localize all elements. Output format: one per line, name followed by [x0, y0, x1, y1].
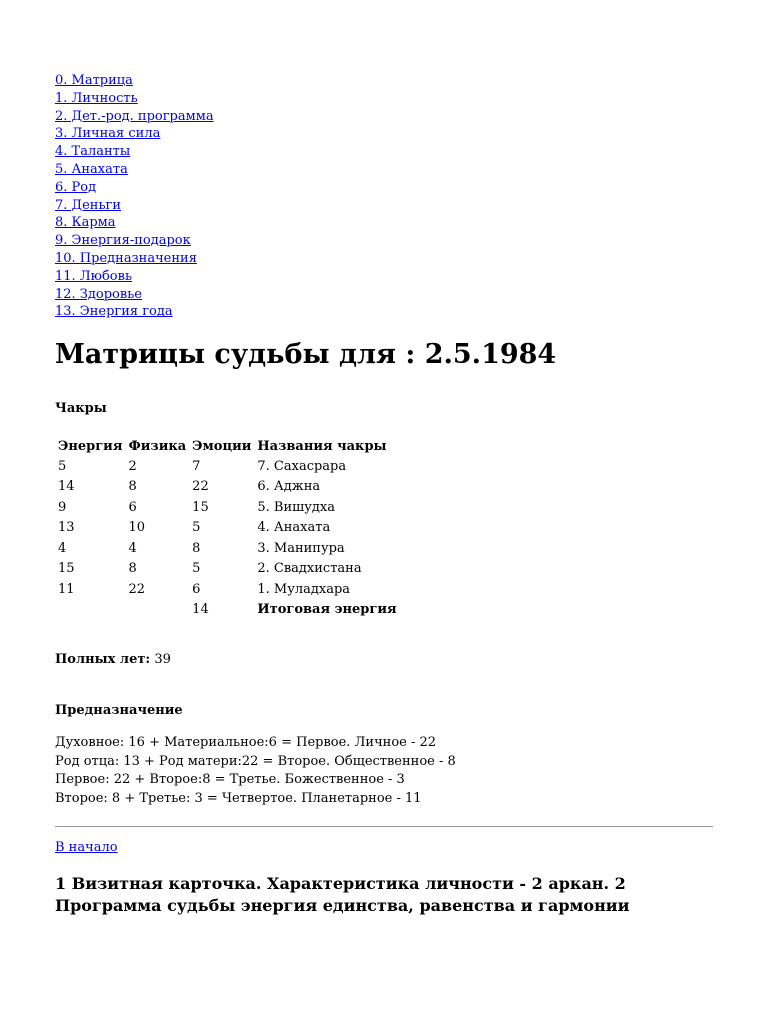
cell-emotions: 5 [192, 561, 201, 577]
cell-emotions: 22 [192, 479, 209, 495]
header-chakra-name: Названия чакры [257, 438, 387, 454]
cell-physics: 10 [128, 520, 145, 536]
purpose-line: Род отца: 13 + Род матери:22 = Второе. Общественное - 8 [55, 753, 456, 769]
header-physics: Физика [128, 438, 187, 454]
header-energy: Энергия [58, 438, 123, 454]
table-row [55, 456, 400, 477]
toc-link-anahata[interactable]: 5. Анахата [55, 161, 128, 177]
total-energy-value: 14 [192, 602, 209, 618]
chakras-label: Чакры [55, 401, 107, 417]
cell-empty [125, 600, 189, 621]
header-emotions: Эмоции [192, 438, 252, 454]
cell-chakra-name: 6. Аджна [257, 479, 321, 495]
cell-energy: 9 [58, 499, 67, 515]
cell-physics: 8 [128, 479, 137, 495]
cell-emotions: 15 [192, 499, 209, 515]
table-total-row [55, 600, 400, 621]
purpose-title: Предназначение [55, 703, 183, 719]
back-to-top-link[interactable]: В начало [55, 840, 118, 856]
table-row [55, 497, 400, 518]
chakras-table [55, 436, 400, 620]
purpose-line: Второе: 8 + Третье: 3 = Четвертое. Планетарное - 11 [55, 790, 422, 806]
toc-link-gift-energy[interactable]: 9. Энергия-подарок [55, 233, 191, 249]
cell-emotions: 7 [192, 458, 201, 474]
cell-physics: 2 [128, 458, 137, 474]
toc-link-talents[interactable]: 4. Таланты [55, 144, 131, 160]
cell-chakra-name: 2. Свадхистана [257, 561, 362, 577]
purpose-line: Духовное: 16 + Материальное:6 = Первое. Личное - 22 [55, 735, 437, 751]
cell-energy: 13 [58, 520, 75, 536]
page-title: Матрицы судьбы для : 2.5.1984 [55, 339, 557, 371]
table-header-row [55, 436, 400, 456]
table-row [55, 518, 400, 539]
toc-link-personality[interactable]: 1. Личность [55, 90, 138, 106]
cell-physics: 22 [128, 581, 145, 597]
purpose-lines [55, 734, 713, 808]
table-row [55, 538, 400, 559]
toc-link-lineage[interactable]: 6. Род [55, 179, 97, 195]
cell-physics: 8 [128, 561, 137, 577]
table-row [55, 559, 400, 580]
cell-chakra-name: 4. Анахата [257, 520, 331, 536]
cell-empty [55, 600, 125, 621]
table-of-contents [55, 72, 713, 321]
purpose-line: Первое: 22 + Второе:8 = Третье. Божественное - 3 [55, 772, 405, 788]
cell-chakra-name: 3. Манипура [257, 540, 345, 556]
divider [55, 826, 713, 827]
toc-link-love[interactable]: 11. Любовь [55, 268, 133, 284]
cell-energy: 5 [58, 458, 67, 474]
cell-energy: 14 [58, 479, 75, 495]
cell-chakra-name: 1. Муладхара [257, 581, 351, 597]
section-heading: 1 Визитная карточка. Характеристика личности - 2 аркан. 2 Программа судьбы энергия единства, равенства и гармонии [55, 874, 630, 916]
toc-link-child-parent-program[interactable]: 2. Дет.-род. программа [55, 108, 214, 124]
cell-chakra-name: 5. Вишудха [257, 499, 335, 515]
total-energy-label: Итоговая энергия [257, 602, 397, 618]
full-years-label: Полных лет: [55, 652, 151, 668]
cell-energy: 4 [58, 540, 67, 556]
toc-link-year-energy[interactable]: 13. Энергия года [55, 304, 173, 320]
cell-energy: 15 [58, 561, 75, 577]
cell-physics: 6 [128, 499, 137, 515]
cell-physics: 4 [128, 540, 137, 556]
cell-emotions: 8 [192, 540, 201, 556]
page-content [55, 72, 713, 917]
table-row [55, 579, 400, 600]
toc-link-personal-power[interactable]: 3. Личная сила [55, 126, 161, 142]
cell-emotions: 5 [192, 520, 201, 536]
toc-link-money[interactable]: 7. Деньги [55, 197, 122, 213]
cell-chakra-name: 7. Сахасрара [257, 458, 347, 474]
cell-emotions: 6 [192, 581, 201, 597]
full-years [55, 652, 713, 667]
cell-energy: 11 [58, 581, 75, 597]
full-years-value: 39 [154, 652, 171, 668]
toc-link-health[interactable]: 12. Здоровье [55, 286, 142, 302]
table-row [55, 477, 400, 498]
toc-link-purposes[interactable]: 10. Предназначения [55, 250, 197, 266]
toc-link-karma[interactable]: 8. Карма [55, 215, 116, 231]
toc-link-matrix[interactable]: 0. Матрица [55, 73, 133, 88]
